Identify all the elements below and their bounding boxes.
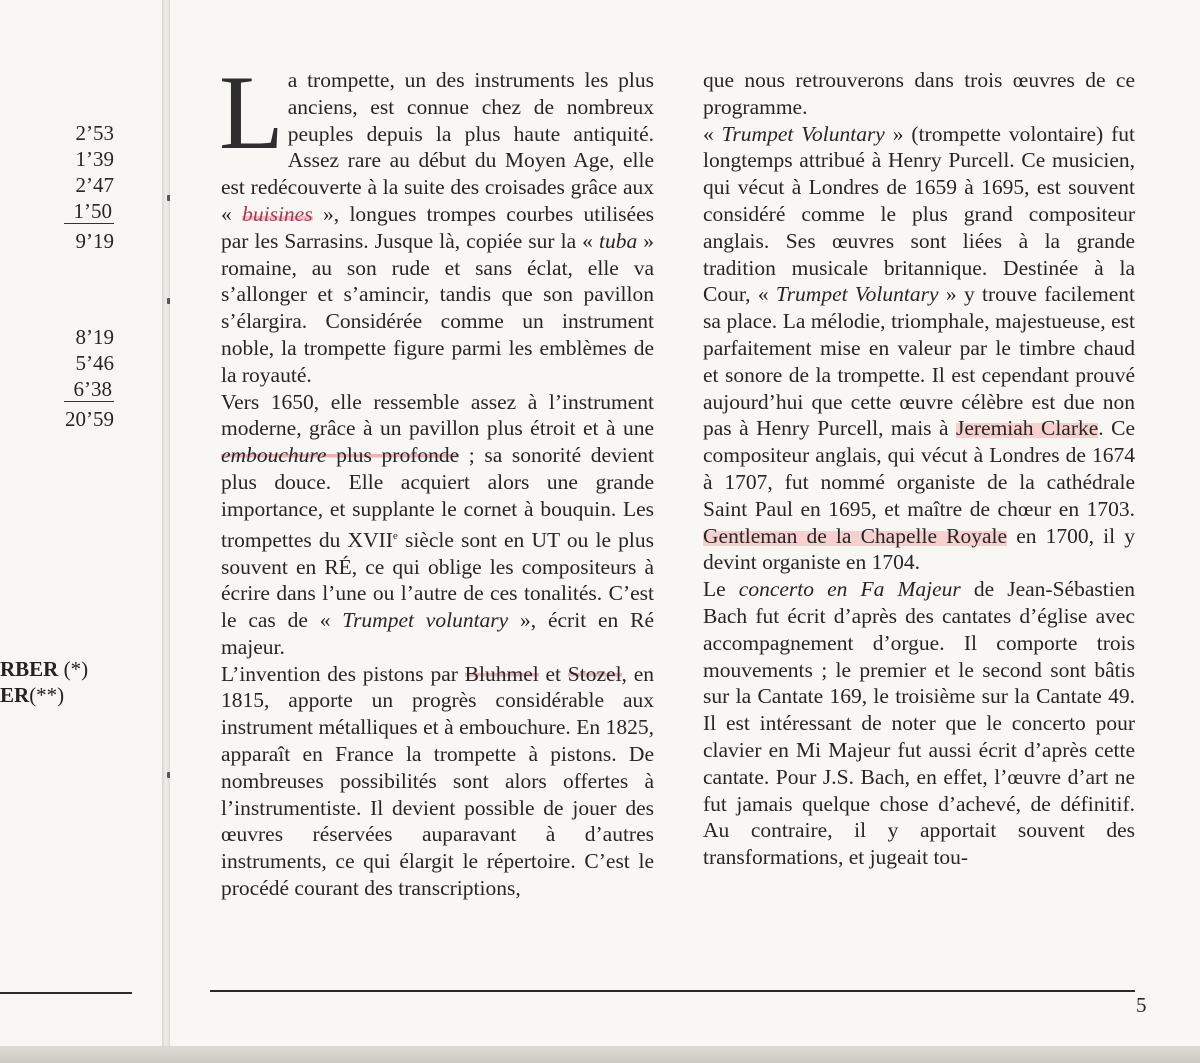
highlight-stozel: Stozel — [567, 661, 622, 686]
track-time-1: 2’53 — [75, 121, 114, 145]
text-column-1 — [219, 54, 655, 902]
highlight-bluhmel: Bluhmel — [464, 661, 539, 686]
paragraph — [219, 54, 655, 389]
track-time-5: 8’19 — [75, 325, 114, 349]
text-column-2 — [703, 67, 1135, 871]
total-time-2: 20’59 — [65, 407, 114, 431]
text-run: Le — [703, 577, 739, 602]
paragraph — [703, 576, 1135, 871]
highlight-gentleman: Gentleman de la Chapelle Royale — [703, 523, 1008, 548]
total-time-1: 9’19 — [75, 229, 114, 253]
text-run: Vers 1650, elle ressemble assez à l’instrument moderne, grâce à un pavillon plus étroit et à une — [221, 389, 654, 441]
paragraph — [221, 661, 654, 902]
track-time-7-value: 6’38 — [64, 377, 115, 402]
paragraph — [221, 389, 654, 661]
paragraph — [703, 121, 1135, 577]
text-run: » y trouve facilement sa place. La mélodie, triomphale, majestueuse, est parfaitement mise en valeur par le timbre chaud et sonore de la trompette. Il est cependant prouvé aujourd’hui que cette œuvre célèbre est due non pas à Henry Purcell, mais à — [703, 282, 1136, 441]
performer-2-name: ER — [0, 683, 30, 707]
track-time-7 — [64, 376, 115, 402]
highlight-clarke: Jeremiah Clarke — [955, 416, 1099, 441]
drop-cap: L — [219, 54, 284, 171]
highlight-embouchure: embouchure — [221, 443, 327, 468]
left-bottom-rule — [0, 992, 132, 994]
text-run: de Jean-Sébastien Bach fut écrit d’après des cantates d’église avec accompagnement d’orgue. Il comporte trois mouvements ; le premier et le second sont bâtis sur la Cantate 169, le troisième sur la Cantate 49. Il est intéressant de noter que le concerto pour clavier en Mi Majeur fut aussi écrit d’après cette cantate. Pour J.S. Bach, en effet, l’œuvre d’art ne fut jamais quelque chose d’achevé, de définitif. Au contraire, il y apportait souvent des transformations, et jugeait tou- — [703, 577, 1135, 870]
track-time-4-value: 1’50 — [64, 199, 115, 224]
text-run: ; sa sonorité devient plus douce. Elle acquiert alors une grande importance, et supplante le cornet à bouquin. Les trompettes du XVII — [221, 443, 655, 552]
superscript: e — [392, 529, 398, 542]
track-time-6: 5’46 — [75, 351, 114, 375]
track-time-4 — [64, 198, 115, 224]
track-time-2: 1’39 — [75, 147, 114, 171]
text-run: . Ce compositeur anglais, qui vécut à Londres de 1674 à 1707, fut nommé organiste de la cathédrale Saint Paul en 1695, et maître de chœur en 1703. — [703, 416, 1135, 521]
page-edge-shadow — [0, 1046, 1200, 1063]
paragraph: que nous retrouverons dans trois œuvres de ce programme. — [703, 68, 1135, 119]
highlight-profonde: plus profonde — [326, 443, 460, 468]
italic-title: concerto en Fa Majeur — [738, 577, 961, 602]
performer-1-mark: (*) — [63, 657, 89, 681]
text-run: » (trompette volontaire) fut longtemps attribué à Henry Purcell. Ce musicien, qui vécut à Londres de 1659 à 1695, est souvent considéré comme le plus grand compositeur anglais. Ses œuvres sont liées à la grande tradition musicale britannique. Destinée à la Cour, « — [703, 121, 1135, 307]
text-run: et — [538, 661, 568, 686]
track-time-3: 2’47 — [75, 173, 114, 197]
performer-1 — [0, 656, 88, 682]
text-run: a trompette, un des instruments les plus anciens, est connue chez de nombreux peuples depuis la plus haute antiquité. Assez rare au début du Moyen Age, elle est redécouverte à la suite des croisades grâce aux « — [221, 68, 654, 226]
highlight-buisines: buisines — [242, 201, 313, 226]
text-run: « — [703, 121, 722, 146]
text-run: L’invention des pistons par — [221, 661, 465, 686]
page-number: 5 — [1136, 993, 1147, 1017]
page-bottom-rule — [210, 990, 1135, 992]
text-run: , en 1815, apporte un progrès considérable aux instrument métalliques et à embouchure. En 1825, apparaît en France la trompette à pistons. De nombreuses possibilités sont alors offertes à l’instrumentiste. Il devient possible de jouer des œuvres réservées auparavant à d’autres instruments, ce qui élargit le répertoire. C’est le procédé courant des transcriptions, — [221, 661, 654, 901]
text-run: en 1700, il y devint organiste en 1704. — [703, 523, 1135, 575]
text-run: », longues trompes courbes utilisées par les Sarrasins. Jusque là, copiée sur la « — [221, 201, 654, 253]
text-run: siècle sont en UT ou le plus souvent en RÉ, ce qui oblige les compositeurs à écrire dans l’une ou l’autre de ces tonalités. C’est le cas de « — [221, 527, 654, 633]
italic-term: tuba — [598, 228, 638, 253]
italic-title: Trumpet Voluntary — [775, 282, 939, 307]
book-gutter — [162, 0, 170, 1063]
italic-title: Trumpet voluntary — [342, 608, 509, 633]
performer-2 — [0, 682, 64, 708]
italic-title: Trumpet Voluntary — [721, 121, 885, 146]
left-page — [0, 0, 162, 1063]
performer-1-name: RBER — [0, 657, 59, 681]
text-run: » romaine, au son rude et sans éclat, elle va s’allonger et s’amincir, tandis que son pavillon s’élargira. Considérée comme un instrument noble, la trompette figure parmi les emblèmes de la royauté. — [221, 228, 655, 387]
performer-2-mark: (**) — [29, 683, 65, 707]
text-run: », écrit en Ré majeur. — [221, 608, 654, 659]
